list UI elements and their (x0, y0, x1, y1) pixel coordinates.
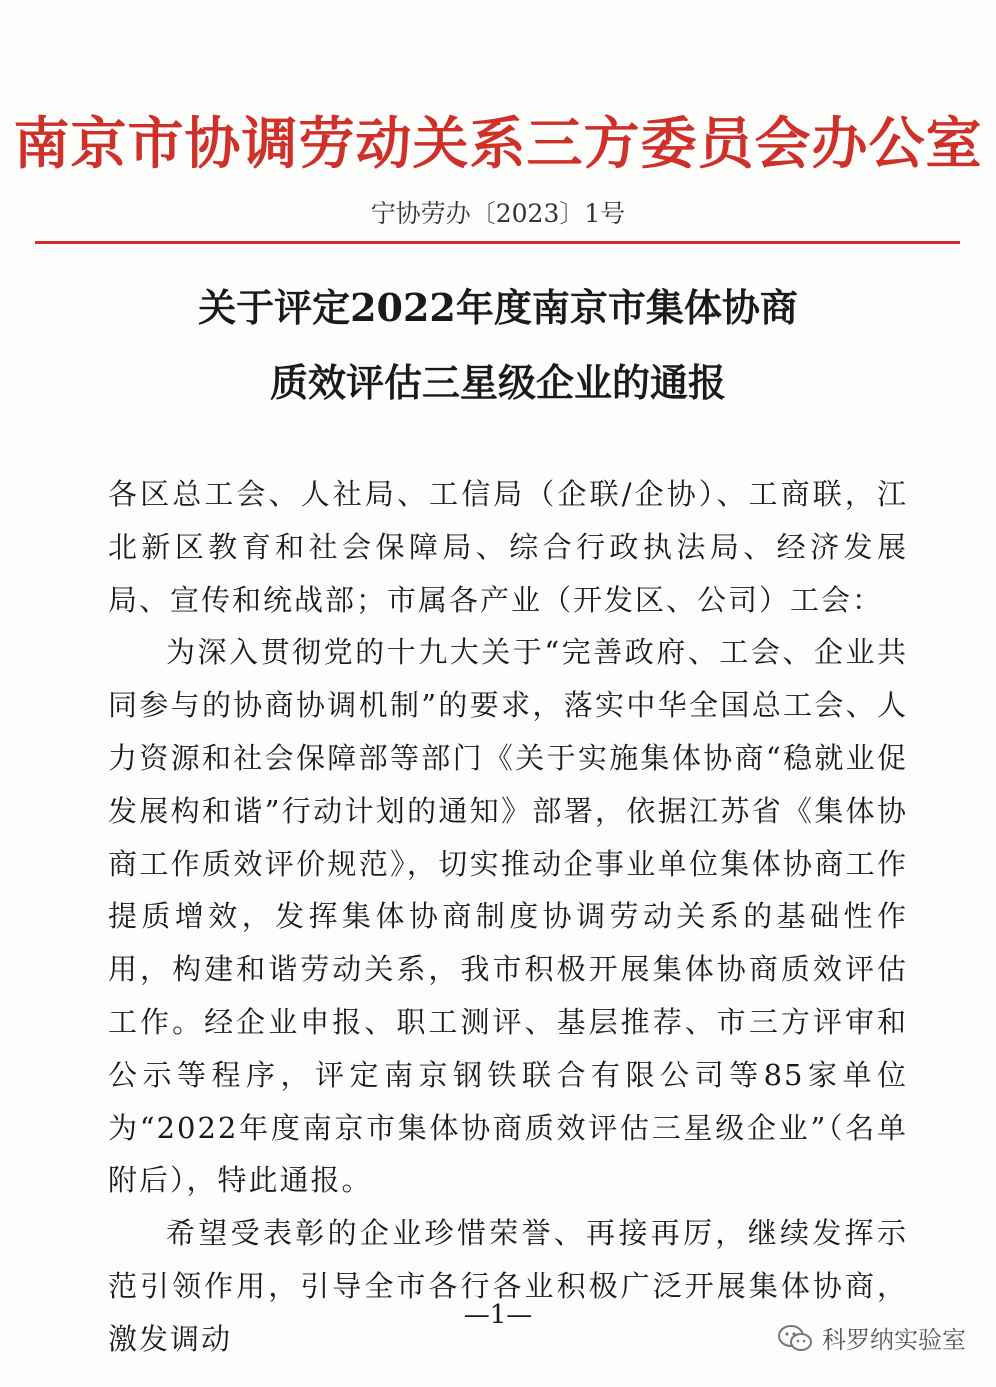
page-number: —1— (463, 1300, 533, 1330)
document-body (108, 468, 908, 1366)
document-title-line-2: 质效评估三星级企业的通报 (269, 360, 726, 405)
document-title-line-1: 关于评定2022年度南京市集体协商 (198, 285, 798, 330)
watermark-label: 科罗纳实验室 (822, 1326, 966, 1354)
recipients-paragraph: 各区总工会、人社局、工信局（企联/企协）、工商联，江北新区教育和社会保障局、综合行政执法局、经济发展局、宣传和统战部；市属各产业（开发区、公司）工会： (108, 477, 908, 617)
wechat-icon (776, 1323, 814, 1353)
body-paragraph-1: 为深入贯彻党的十九大关于“完善政府、工会、企业共同参与的协商协调机制”的要求，落实中华全国总工会、人力资源和社会保障部等部门《关于实施集体协商“稳就业促发展构和谐”行动计划的通知》部署，依据江苏省《集体协商工作质效评价规范》，切实推动企事业单位集体协商工作提质增效，发挥集体协商制度协调劳动关系的基础性作用，构建和谐劳动关系，我市积极开展集体协商质效评估工作。经企业申报、职工测评、基层推荐、市三方评审和公示等程序，评定南京钢铁联合有限公司等85家单位为“2022年度南京市集体协商质效评估三星级企业”（名单附后），特此通报。 (108, 635, 908, 1198)
issuing-organization: 南京市协调劳动关系三方委员会办公室 (13, 111, 983, 177)
header-red-rule (35, 241, 960, 244)
watermark (776, 1320, 966, 1355)
body-paragraph-2: 希望受表彰的企业珍惜荣誉、再接再厉，继续发挥示范引领作用，引导全市各行各业积极广泛开展集体协商，激发调动 (108, 1216, 908, 1356)
document-number: 宁协劳办〔2023〕1号 (370, 199, 626, 228)
